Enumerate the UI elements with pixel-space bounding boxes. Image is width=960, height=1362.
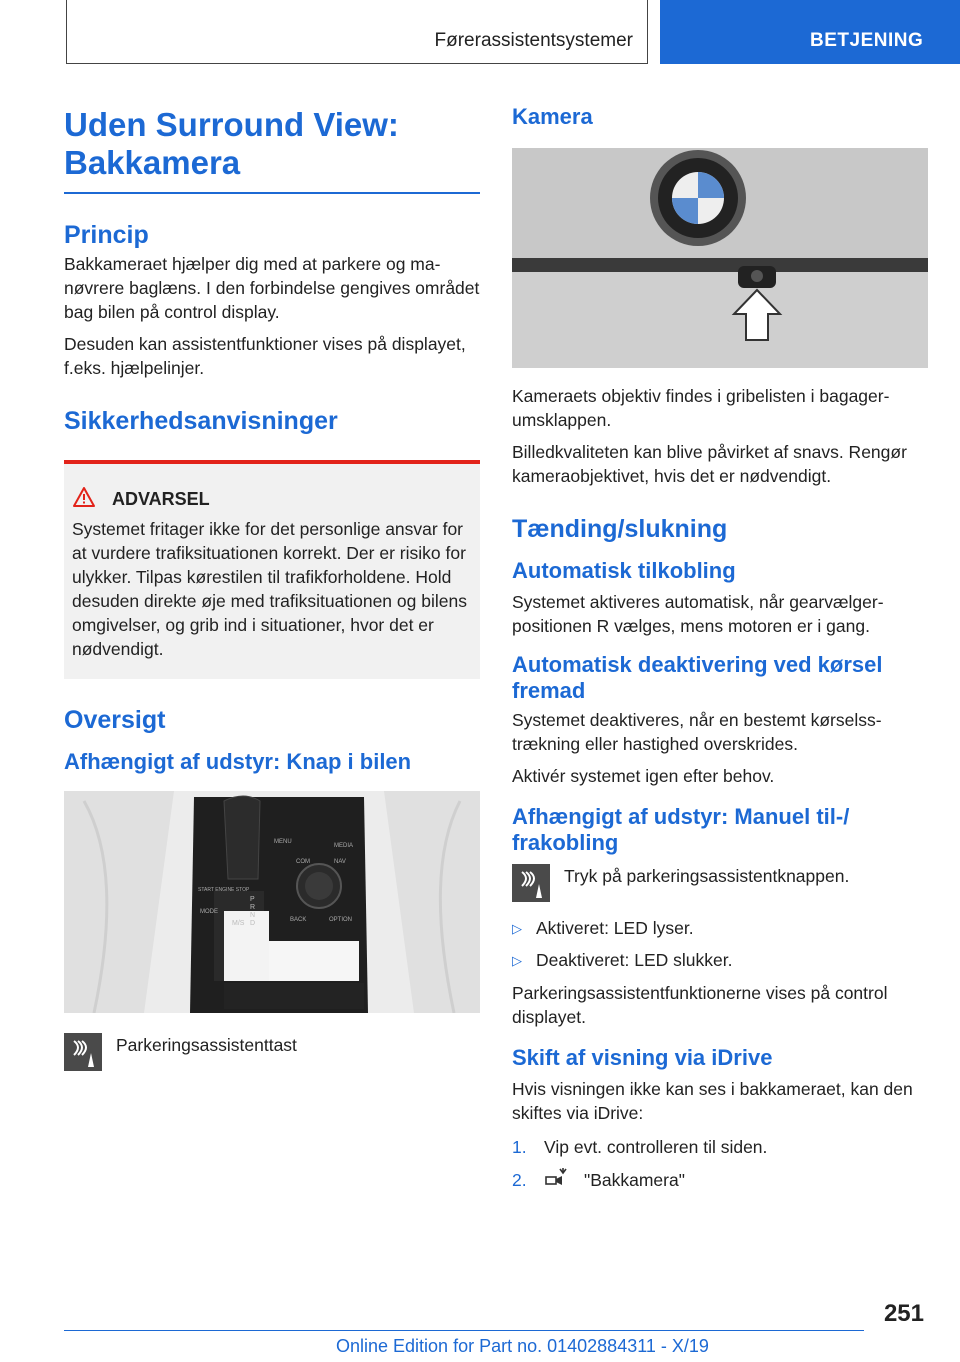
section-title: Førerassistentsystemer: [434, 30, 633, 51]
onoff-heading: Tænding/slukning: [512, 515, 728, 543]
status-list: [512, 916, 928, 973]
gear-label-p: P: [250, 896, 255, 903]
princip-paragraph-1: Bakkameraet hjælper dig med at parkere og manøvrere baglæns. I den forbindelse gengives området bag bilen på control display.: [64, 254, 480, 322]
left-column: [64, 100, 480, 1071]
list-item: [512, 948, 928, 973]
princip-paragraph-2: Desuden kan assistentfunktioner vises på displayet, f.eks. hjælpelinjer.: [64, 334, 466, 378]
manual-text: Tryk på parkeringsassistentknappen.: [564, 866, 850, 886]
idrive-heading: Skift af visning via iDrive: [512, 1045, 773, 1070]
console-label-com: COM: [296, 859, 310, 865]
button-caption-row: [64, 1033, 480, 1071]
auto-off-heading: Automatisk deaktivering ved kørsel fremad: [512, 652, 883, 703]
center-console-photo: [64, 791, 480, 1013]
console-label-back: BACK: [290, 917, 307, 923]
auto-on-heading: Automatisk tilkobling: [512, 558, 736, 583]
triangle-bullet-icon: ▷: [512, 921, 522, 936]
camera-view-icon: [544, 1167, 570, 1193]
equip-heading: Afhængigt af udstyr: Knap i bilen: [64, 749, 412, 774]
step-number: 2.: [512, 1170, 527, 1190]
auto-off-text-2: Aktivér systemet igen efter behov.: [512, 766, 775, 786]
camera-heading: Kamera: [512, 104, 593, 129]
page-title-line2: Bakkamera: [64, 144, 241, 181]
steps-list: [512, 1135, 928, 1193]
edition-text: Online Edition for Part no. 01402884311 - X/19: [336, 1336, 709, 1356]
warning-box: [64, 460, 480, 679]
console-label-mode: MODE: [200, 909, 218, 915]
console-label-start: START ENGINE STOP: [198, 887, 250, 893]
console-label-menu: MENU: [274, 839, 292, 845]
auto-off-text: Systemet deaktiveres, når en bestemt kørselsstrækning eller hastighed overskrides.: [512, 710, 882, 754]
console-label-media: MEDIA: [334, 843, 354, 849]
rear-camera-photo: [512, 148, 928, 368]
bullet-text: Deaktiveret: LED slukker.: [536, 950, 733, 970]
button-caption: Parkeringsassistenttast: [116, 1035, 297, 1055]
right-column: [512, 100, 928, 1193]
list-item: [512, 1167, 928, 1193]
triangle-bullet-icon: ▷: [512, 953, 522, 968]
console-label-option: OPTION: [329, 917, 353, 923]
footer-divider: [64, 1330, 864, 1331]
list-item: [512, 916, 928, 941]
warning-title: ADVARSEL: [112, 489, 210, 509]
warning-triangle-icon: [72, 486, 96, 513]
step-number: 1.: [512, 1137, 527, 1157]
step-text: "Bakkamera": [584, 1170, 685, 1190]
parking-assist-icon: [64, 1033, 102, 1071]
camera-paragraph-2: Billedkvaliteten kan blive påvirket af snavs. Rengør kameraobjektivet, hvis det er nødvendigt.: [512, 442, 907, 486]
gear-label-r: R: [250, 904, 256, 911]
idrive-text: Hvis visningen ikke kan ses i bakkameraet, kan den skiftes via iDrive:: [512, 1079, 913, 1123]
safety-heading: Sikkerhedsanvisninger: [64, 407, 338, 435]
overview-heading: Oversigt: [64, 706, 166, 734]
manual-text-2: Parkeringsassistentfunktionerne vises på control displayet.: [512, 983, 888, 1027]
parking-assist-button-icon: [512, 864, 550, 902]
page-title: [64, 100, 480, 182]
gear-label-ms: M/S: [232, 920, 245, 927]
princip-heading: Princip: [64, 221, 149, 249]
page-number: 251: [883, 1300, 924, 1327]
title-divider: [64, 192, 480, 194]
header-left: [66, 0, 648, 64]
warning-text: Systemet fritager ikke for det personlige ansvar for at vurdere trafiksituationen korrekt. Der er risiko for ulykker. Tilpas kørestilen til trafikforholdene. Hold desuden direkte øje med trafiksituationen og bilens omgivelser, og grib ind i situationer, hvor det er nødvendigt.: [72, 519, 467, 659]
list-item: [512, 1135, 928, 1159]
auto-on-text: Systemet aktiveres automatisk, når gearvælgerpositionen R vælges, mens motoren er i gang.: [512, 592, 884, 636]
manual-heading: Afhængigt af udstyr: Manuel til-/ frakobling: [512, 804, 850, 855]
chapter-tab: [660, 0, 960, 64]
page-title-line1: Uden Surround View:: [64, 106, 399, 143]
chapter-title: BETJENING: [810, 30, 924, 51]
bullet-text: Aktiveret: LED lyser.: [536, 918, 694, 938]
step-text: Vip evt. controlleren til siden.: [544, 1137, 768, 1157]
manual-row: [512, 864, 928, 902]
gear-label-d: D: [250, 920, 256, 927]
console-label-nav: NAV: [334, 859, 346, 865]
camera-paragraph-1: Kameraets objektiv findes i gribelisten i bagagerumsklappen.: [512, 386, 890, 430]
gear-label-n: N: [250, 912, 256, 919]
